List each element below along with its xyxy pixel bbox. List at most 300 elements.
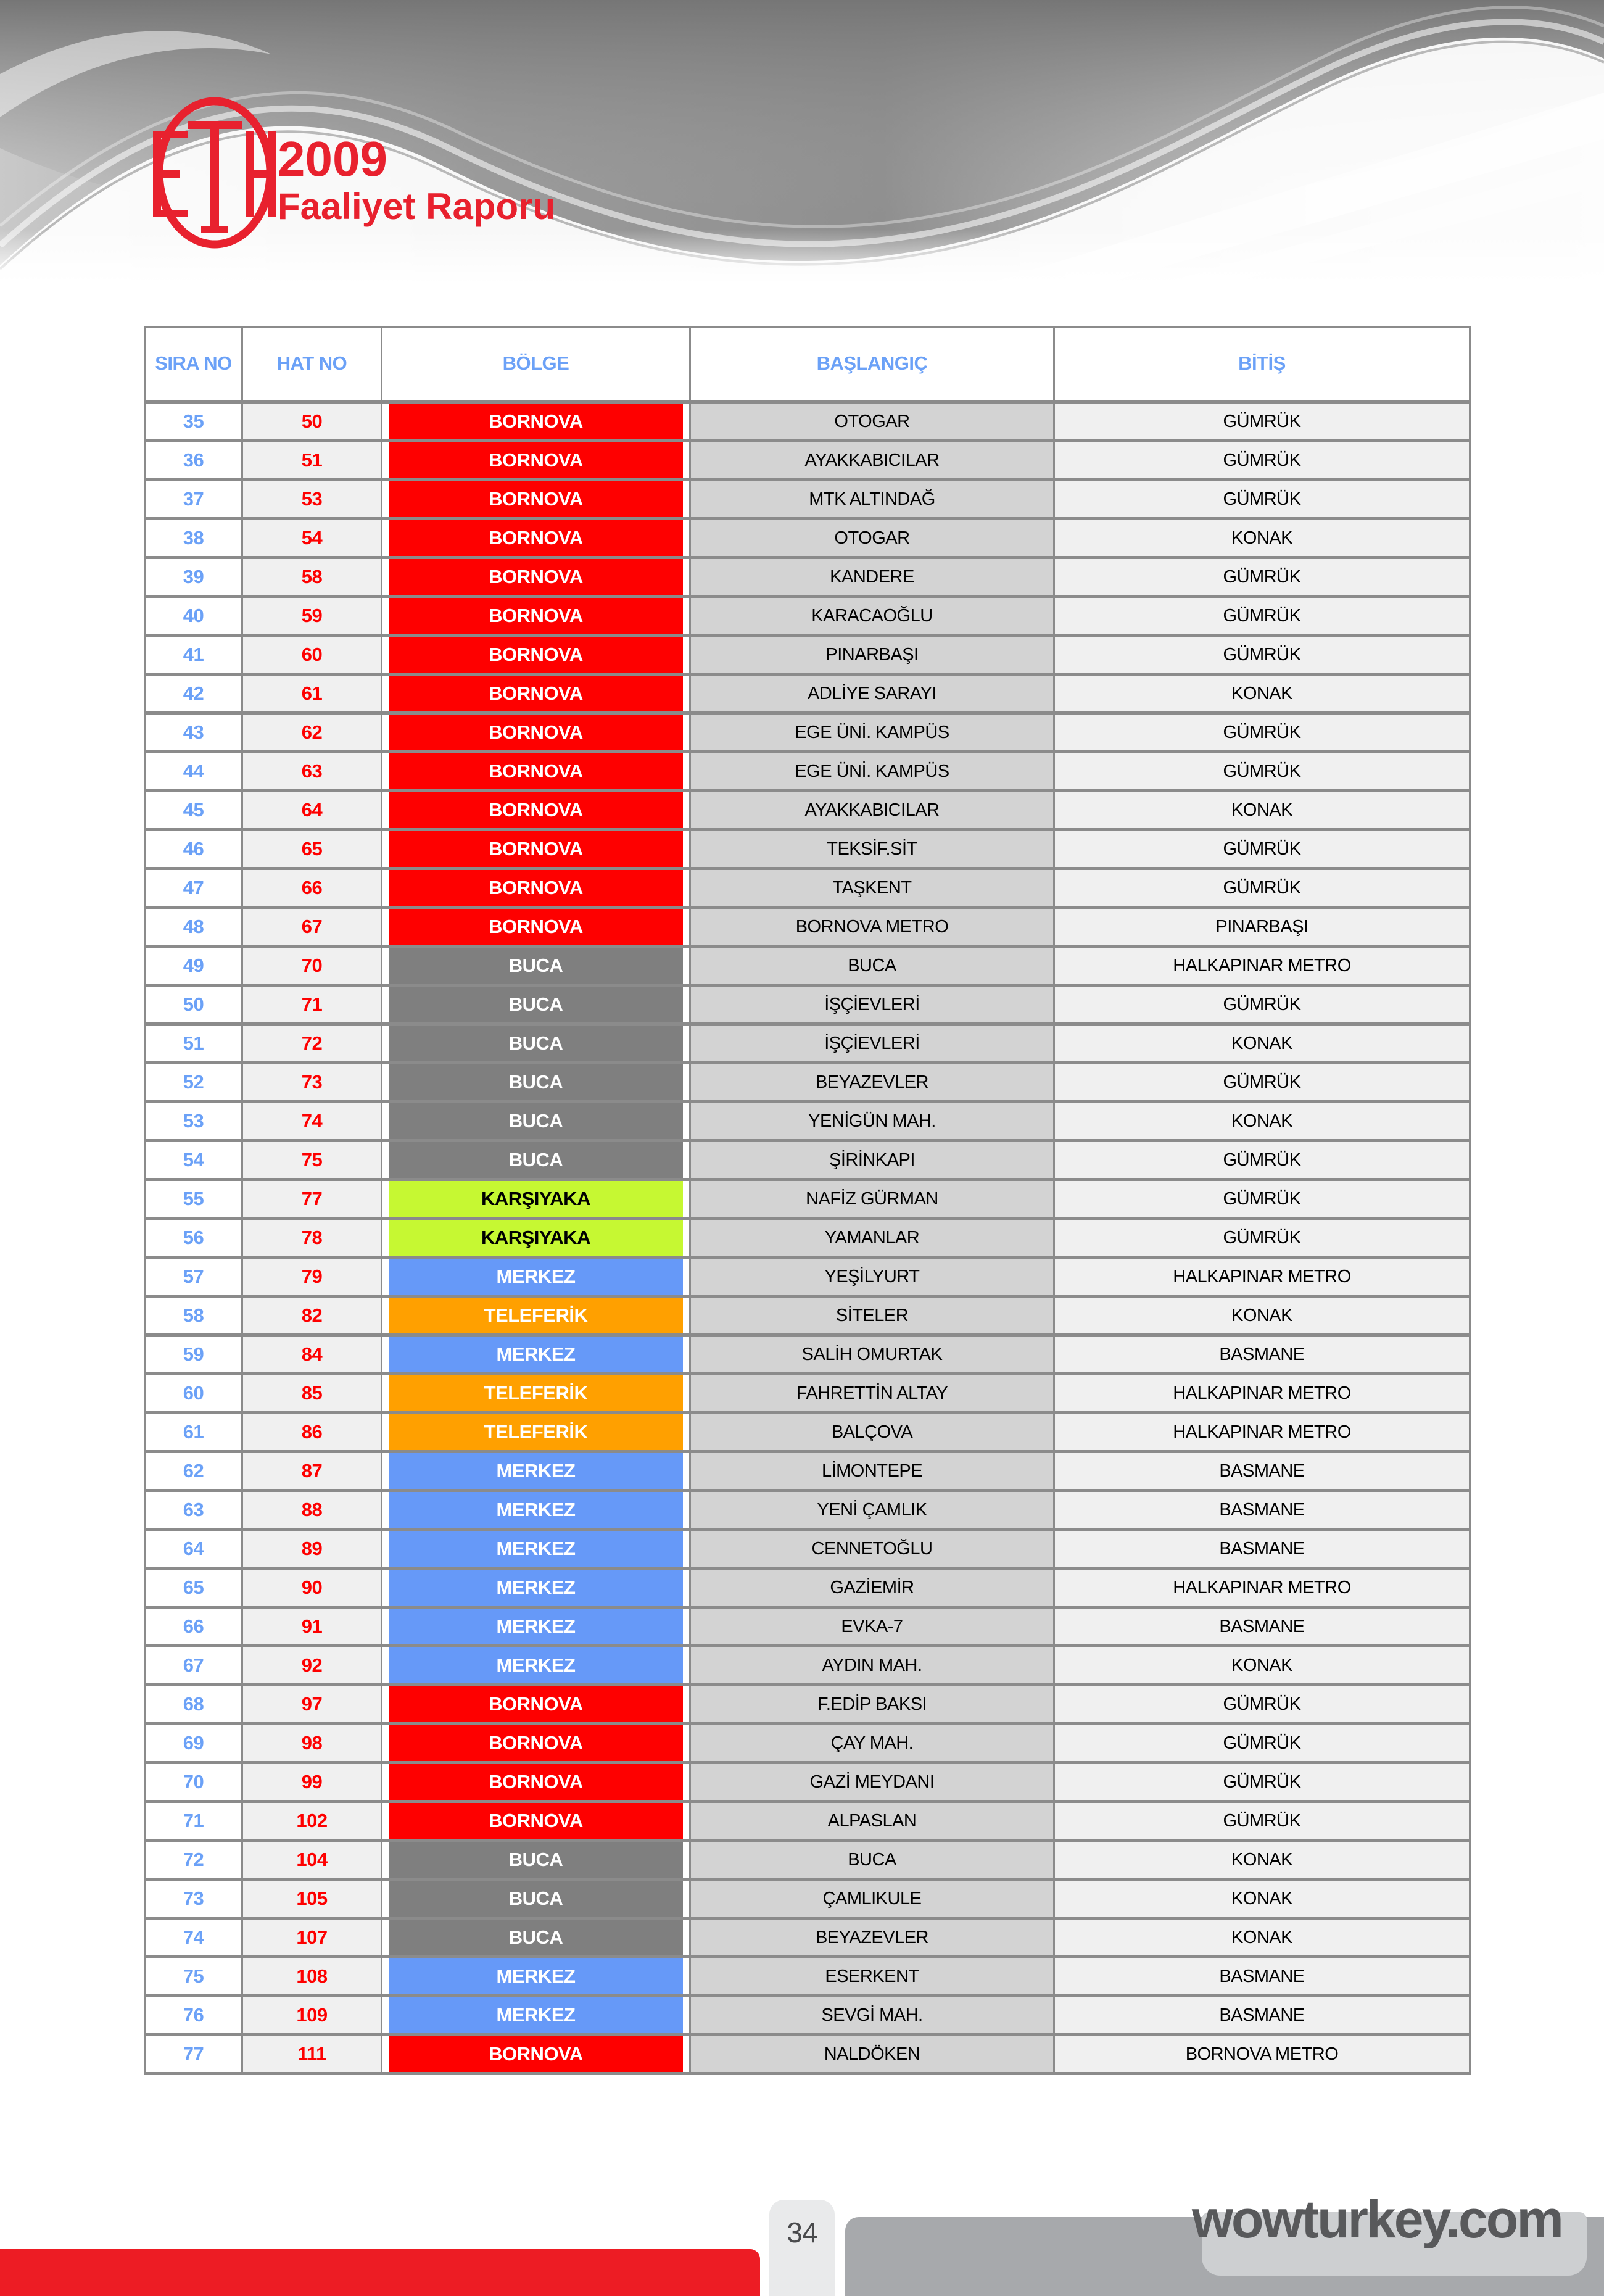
- sira-no-cell: 48: [145, 908, 242, 947]
- hat-no-cell: 72: [242, 1024, 382, 1063]
- bitis-cell: GÜMRÜK: [1054, 752, 1470, 791]
- sira-no-cell: 50: [145, 985, 242, 1024]
- bitis-cell: HALKAPINAR METRO: [1054, 1374, 1470, 1413]
- region-badge: BUCA: [389, 1064, 683, 1100]
- bitis-cell: KONAK: [1054, 1024, 1470, 1063]
- table-row: [145, 1957, 1470, 1996]
- sira-no-cell: 41: [145, 636, 242, 674]
- table-row: [145, 1413, 1470, 1452]
- bitis-cell: GÜMRÜK: [1054, 830, 1470, 869]
- table-row: [145, 1646, 1470, 1685]
- sira-no-cell: 62: [145, 1452, 242, 1491]
- bitis-cell: KONAK: [1054, 1102, 1470, 1141]
- region-badge: MERKEZ: [389, 1453, 683, 1489]
- table-row: [145, 1141, 1470, 1180]
- bitis-cell: BASMANE: [1054, 1491, 1470, 1530]
- bitis-cell: GÜMRÜK: [1054, 441, 1470, 480]
- hat-no-cell: 88: [242, 1491, 382, 1530]
- hat-no-cell: 63: [242, 752, 382, 791]
- bolge-cell: [382, 480, 690, 519]
- bitis-cell: GÜMRÜK: [1054, 1685, 1470, 1724]
- table-row: [145, 1996, 1470, 2035]
- table-row: [145, 1063, 1470, 1102]
- bitis-cell: GÜMRÜK: [1054, 480, 1470, 519]
- bitis-cell: HALKAPINAR METRO: [1054, 1258, 1470, 1296]
- sira-no-cell: 51: [145, 1024, 242, 1063]
- sira-no-cell: 42: [145, 674, 242, 713]
- baslangic-cell: ALPASLAN: [690, 1802, 1054, 1841]
- bolge-cell: [382, 1763, 690, 1802]
- sira-no-cell: 68: [145, 1685, 242, 1724]
- bitis-cell: GÜMRÜK: [1054, 1219, 1470, 1258]
- region-badge: BORNOVA: [389, 715, 683, 750]
- sira-no-cell: 40: [145, 597, 242, 636]
- region-badge: BUCA: [389, 1842, 683, 1878]
- bolge-cell: [382, 1996, 690, 2035]
- bolge-cell: [382, 791, 690, 830]
- baslangic-cell: YENİGÜN MAH.: [690, 1102, 1054, 1141]
- hat-no-cell: 60: [242, 636, 382, 674]
- baslangic-cell: SEVGİ MAH.: [690, 1996, 1054, 2035]
- baslangic-cell: ESERKENT: [690, 1957, 1054, 1996]
- bitis-cell: GÜMRÜK: [1054, 597, 1470, 636]
- region-badge: KARŞIYAKA: [389, 1181, 683, 1217]
- bolge-cell: [382, 1180, 690, 1219]
- table-row: [145, 752, 1470, 791]
- table-row: [145, 1724, 1470, 1763]
- bolge-cell: [382, 713, 690, 752]
- baslangic-cell: GAZİ MEYDANI: [690, 1763, 1054, 1802]
- bolge-cell: [382, 1024, 690, 1063]
- region-badge: BORNOVA: [389, 559, 683, 595]
- baslangic-cell: BORNOVA METRO: [690, 908, 1054, 947]
- bolge-cell: [382, 519, 690, 558]
- bolge-cell: [382, 947, 690, 985]
- table-row: [145, 1102, 1470, 1141]
- bolge-cell: [382, 2035, 690, 2074]
- sira-no-cell: 39: [145, 558, 242, 597]
- region-badge: BORNOVA: [389, 870, 683, 906]
- region-badge: BORNOVA: [389, 676, 683, 711]
- bolge-cell: [382, 1335, 690, 1374]
- sira-no-cell: 74: [145, 1918, 242, 1957]
- sira-no-cell: 70: [145, 1763, 242, 1802]
- region-badge: BORNOVA: [389, 1686, 683, 1722]
- sira-no-cell: 75: [145, 1957, 242, 1996]
- baslangic-cell: NALDÖKEN: [690, 2035, 1054, 2074]
- hat-no-cell: 62: [242, 713, 382, 752]
- region-badge: TELEFERİK: [389, 1414, 683, 1450]
- hat-no-cell: 58: [242, 558, 382, 597]
- bitis-cell: BASMANE: [1054, 1996, 1470, 2035]
- hat-no-cell: 86: [242, 1413, 382, 1452]
- sira-no-cell: 55: [145, 1180, 242, 1219]
- watermark-text: wowturkey.com: [1192, 2190, 1562, 2249]
- bolge-cell: [382, 402, 690, 441]
- page-number: 34: [787, 2216, 817, 2248]
- bolge-cell: [382, 597, 690, 636]
- baslangic-cell: SALİH OMURTAK: [690, 1335, 1054, 1374]
- bitis-cell: BASMANE: [1054, 1452, 1470, 1491]
- hat-no-cell: 51: [242, 441, 382, 480]
- hat-no-cell: 66: [242, 869, 382, 908]
- region-badge: BORNOVA: [389, 442, 683, 478]
- sira-no-cell: 35: [145, 402, 242, 441]
- sira-no-cell: 64: [145, 1530, 242, 1569]
- page-number-tab: [769, 2200, 835, 2296]
- bitis-cell: GÜMRÜK: [1054, 1724, 1470, 1763]
- table-row: [145, 1918, 1470, 1957]
- table-row: [145, 1685, 1470, 1724]
- table-row: [145, 1219, 1470, 1258]
- table-row: [145, 1879, 1470, 1918]
- region-badge: BUCA: [389, 948, 683, 984]
- bitis-cell: KONAK: [1054, 519, 1470, 558]
- sira-no-cell: 58: [145, 1296, 242, 1335]
- sira-no-cell: 56: [145, 1219, 242, 1258]
- baslangic-cell: LİMONTEPE: [690, 1452, 1054, 1491]
- bitis-cell: GÜMRÜK: [1054, 1763, 1470, 1802]
- baslangic-cell: EVKA-7: [690, 1607, 1054, 1646]
- baslangic-cell: NAFİZ GÜRMAN: [690, 1180, 1054, 1219]
- region-badge: BUCA: [389, 1920, 683, 1955]
- sira-no-cell: 54: [145, 1141, 242, 1180]
- table-header: [145, 327, 1470, 402]
- bolge-cell: [382, 1724, 690, 1763]
- bolge-cell: [382, 1258, 690, 1296]
- sira-no-cell: 77: [145, 2035, 242, 2074]
- sira-no-cell: 44: [145, 752, 242, 791]
- bitis-cell: KONAK: [1054, 791, 1470, 830]
- hat-no-cell: 90: [242, 1569, 382, 1607]
- bitis-cell: KONAK: [1054, 674, 1470, 713]
- bolge-cell: [382, 869, 690, 908]
- hat-no-cell: 87: [242, 1452, 382, 1491]
- table-row: [145, 480, 1470, 519]
- baslangic-cell: AYDIN MAH.: [690, 1646, 1054, 1685]
- baslangic-cell: FAHRETTİN ALTAY: [690, 1374, 1054, 1413]
- hat-no-cell: 105: [242, 1879, 382, 1918]
- baslangic-cell: EGE ÜNİ. KAMPÜS: [690, 713, 1054, 752]
- region-badge: TELEFERİK: [389, 1298, 683, 1333]
- header-wave-graphic: [0, 0, 1604, 284]
- hat-no-cell: 111: [242, 2035, 382, 2074]
- sira-no-cell: 60: [145, 1374, 242, 1413]
- sira-no-cell: 45: [145, 791, 242, 830]
- bitis-cell: GÜMRÜK: [1054, 1063, 1470, 1102]
- bitis-cell: PINARBAŞI: [1054, 908, 1470, 947]
- hat-no-cell: 59: [242, 597, 382, 636]
- bitis-cell: HALKAPINAR METRO: [1054, 1569, 1470, 1607]
- bolge-cell: [382, 1957, 690, 1996]
- region-badge: MERKEZ: [389, 1570, 683, 1606]
- bolge-cell: [382, 1530, 690, 1569]
- baslangic-cell: BUCA: [690, 1841, 1054, 1879]
- bolge-cell: [382, 985, 690, 1024]
- sira-no-cell: 38: [145, 519, 242, 558]
- table-row: [145, 830, 1470, 869]
- bolge-cell: [382, 1452, 690, 1491]
- bolge-cell: [382, 908, 690, 947]
- region-badge: BORNOVA: [389, 753, 683, 789]
- table-row: [145, 1335, 1470, 1374]
- sira-no-cell: 46: [145, 830, 242, 869]
- baslangic-cell: BEYAZEVLER: [690, 1063, 1054, 1102]
- baslangic-cell: YAMANLAR: [690, 1219, 1054, 1258]
- table-row: [145, 402, 1470, 441]
- table-body: [145, 402, 1470, 2074]
- hat-no-cell: 79: [242, 1258, 382, 1296]
- baslangic-cell: BALÇOVA: [690, 1413, 1054, 1452]
- sira-no-cell: 61: [145, 1413, 242, 1452]
- bitis-cell: GÜMRÜK: [1054, 558, 1470, 597]
- hat-no-cell: 65: [242, 830, 382, 869]
- bitis-cell: GÜMRÜK: [1054, 636, 1470, 674]
- sira-no-cell: 72: [145, 1841, 242, 1879]
- region-badge: BORNOVA: [389, 598, 683, 634]
- bitis-cell: KONAK: [1054, 1841, 1470, 1879]
- baslangic-cell: OTOGAR: [690, 402, 1054, 441]
- bolge-cell: [382, 1841, 690, 1879]
- region-badge: MERKEZ: [389, 1958, 683, 1994]
- region-badge: BORNOVA: [389, 1803, 683, 1839]
- bolge-cell: [382, 674, 690, 713]
- bitis-cell: KONAK: [1054, 1646, 1470, 1685]
- bus-routes-table: [144, 326, 1471, 2075]
- baslangic-cell: YENİ ÇAMLIK: [690, 1491, 1054, 1530]
- sira-no-cell: 52: [145, 1063, 242, 1102]
- hat-no-cell: 50: [242, 402, 382, 441]
- baslangic-cell: YEŞİLYURT: [690, 1258, 1054, 1296]
- sira-no-cell: 53: [145, 1102, 242, 1141]
- table-row: [145, 1374, 1470, 1413]
- hat-no-cell: 91: [242, 1607, 382, 1646]
- sira-no-cell: 66: [145, 1607, 242, 1646]
- region-badge: MERKEZ: [389, 1531, 683, 1567]
- hat-no-cell: 89: [242, 1530, 382, 1569]
- sira-no-cell: 36: [145, 441, 242, 480]
- hat-no-cell: 104: [242, 1841, 382, 1879]
- baslangic-cell: ÇAY MAH.: [690, 1724, 1054, 1763]
- baslangic-cell: ÇAMLIKULE: [690, 1879, 1054, 1918]
- region-badge: KARŞIYAKA: [389, 1220, 683, 1256]
- region-badge: BORNOVA: [389, 2036, 683, 2072]
- region-badge: MERKEZ: [389, 1337, 683, 1372]
- table-row: [145, 869, 1470, 908]
- bitis-cell: BASMANE: [1054, 1957, 1470, 1996]
- bolge-cell: [382, 830, 690, 869]
- sira-no-cell: 69: [145, 1724, 242, 1763]
- baslangic-cell: PINARBAŞI: [690, 636, 1054, 674]
- region-badge: MERKEZ: [389, 1997, 683, 2033]
- bitis-cell: KONAK: [1054, 1296, 1470, 1335]
- bolge-cell: [382, 1374, 690, 1413]
- region-badge: BORNOVA: [389, 1764, 683, 1800]
- baslangic-cell: SİTELER: [690, 1296, 1054, 1335]
- hat-no-cell: 84: [242, 1335, 382, 1374]
- bolge-cell: [382, 1607, 690, 1646]
- bitis-cell: BASMANE: [1054, 1335, 1470, 1374]
- bolge-cell: [382, 1569, 690, 1607]
- hat-no-cell: 97: [242, 1685, 382, 1724]
- table-row: [145, 1763, 1470, 1802]
- hat-no-cell: 64: [242, 791, 382, 830]
- hat-no-cell: 99: [242, 1763, 382, 1802]
- region-badge: BORNOVA: [389, 792, 683, 828]
- hat-no-cell: 61: [242, 674, 382, 713]
- bolge-cell: [382, 1918, 690, 1957]
- region-badge: BORNOVA: [389, 909, 683, 945]
- table-row: [145, 1180, 1470, 1219]
- region-badge: BORNOVA: [389, 404, 683, 440]
- hat-no-cell: 74: [242, 1102, 382, 1141]
- hat-no-cell: 73: [242, 1063, 382, 1102]
- hat-no-cell: 92: [242, 1646, 382, 1685]
- baslangic-cell: OTOGAR: [690, 519, 1054, 558]
- sira-no-cell: 67: [145, 1646, 242, 1685]
- region-badge: BORNOVA: [389, 520, 683, 556]
- hat-no-cell: 54: [242, 519, 382, 558]
- bolge-cell: [382, 1063, 690, 1102]
- bitis-cell: BASMANE: [1054, 1607, 1470, 1646]
- region-badge: MERKEZ: [389, 1609, 683, 1644]
- region-badge: BUCA: [389, 1103, 683, 1139]
- hat-no-cell: 75: [242, 1141, 382, 1180]
- baslangic-cell: ŞİRİNKAPI: [690, 1141, 1054, 1180]
- bitis-cell: KONAK: [1054, 1918, 1470, 1957]
- table-row: [145, 1258, 1470, 1296]
- table-row: [145, 908, 1470, 947]
- region-badge: BUCA: [389, 1881, 683, 1917]
- bitis-cell: HALKAPINAR METRO: [1054, 947, 1470, 985]
- table-row: [145, 947, 1470, 985]
- hat-no-cell: 85: [242, 1374, 382, 1413]
- region-badge: TELEFERİK: [389, 1375, 683, 1411]
- hat-no-cell: 98: [242, 1724, 382, 1763]
- hat-no-cell: 102: [242, 1802, 382, 1841]
- hat-no-cell: 108: [242, 1957, 382, 1996]
- region-badge: BORNOVA: [389, 1725, 683, 1761]
- table-row: [145, 1491, 1470, 1530]
- table-row: [145, 1841, 1470, 1879]
- bolge-cell: [382, 1413, 690, 1452]
- column-header-baslangic: BAŞLANGIÇ: [690, 327, 1054, 402]
- bolge-cell: [382, 1879, 690, 1918]
- baslangic-cell: İŞÇİEVLERİ: [690, 1024, 1054, 1063]
- sira-no-cell: 43: [145, 713, 242, 752]
- baslangic-cell: KARACAOĞLU: [690, 597, 1054, 636]
- baslangic-cell: BEYAZEVLER: [690, 1918, 1054, 1957]
- bolge-cell: [382, 1219, 690, 1258]
- hat-no-cell: 71: [242, 985, 382, 1024]
- sira-no-cell: 49: [145, 947, 242, 985]
- table-row: [145, 1296, 1470, 1335]
- table-row: [145, 674, 1470, 713]
- table-row: [145, 441, 1470, 480]
- bitis-cell: HALKAPINAR METRO: [1054, 1413, 1470, 1452]
- sira-no-cell: 76: [145, 1996, 242, 2035]
- bolge-cell: [382, 1141, 690, 1180]
- bitis-cell: GÜMRÜK: [1054, 1141, 1470, 1180]
- bitis-cell: BASMANE: [1054, 1530, 1470, 1569]
- region-badge: BORNOVA: [389, 481, 683, 517]
- hat-no-cell: 67: [242, 908, 382, 947]
- column-header-bolge: BÖLGE: [382, 327, 690, 402]
- bitis-cell: GÜMRÜK: [1054, 985, 1470, 1024]
- sira-no-cell: 65: [145, 1569, 242, 1607]
- table-row: [145, 791, 1470, 830]
- logo-title-text: Faaliyet Raporu: [278, 186, 556, 227]
- table-row: [145, 1024, 1470, 1063]
- sira-no-cell: 73: [145, 1879, 242, 1918]
- column-header-sira-no: SIRA NO: [145, 327, 242, 402]
- bitis-cell: GÜMRÜK: [1054, 1180, 1470, 1219]
- bitis-cell: KONAK: [1054, 1879, 1470, 1918]
- hat-no-cell: 77: [242, 1180, 382, 1219]
- baslangic-cell: BUCA: [690, 947, 1054, 985]
- baslangic-cell: AYAKKABICILAR: [690, 791, 1054, 830]
- baslangic-cell: TEKSİF.SİT: [690, 830, 1054, 869]
- bolge-cell: [382, 441, 690, 480]
- region-badge: BORNOVA: [389, 831, 683, 867]
- sira-no-cell: 59: [145, 1335, 242, 1374]
- table-row: [145, 1452, 1470, 1491]
- bitis-cell: BORNOVA METRO: [1054, 2035, 1470, 2074]
- table-row: [145, 713, 1470, 752]
- table-row: [145, 636, 1470, 674]
- bolge-cell: [382, 1685, 690, 1724]
- baslangic-cell: TAŞKENT: [690, 869, 1054, 908]
- logo-year-text: 2009: [278, 131, 387, 186]
- hat-no-cell: 82: [242, 1296, 382, 1335]
- table-row: [145, 597, 1470, 636]
- baslangic-cell: ADLİYE SARAYI: [690, 674, 1054, 713]
- table-row: [145, 985, 1470, 1024]
- hat-no-cell: 109: [242, 1996, 382, 2035]
- hat-no-cell: 53: [242, 480, 382, 519]
- region-badge: BUCA: [389, 1142, 683, 1178]
- column-header-hat-no: HAT NO: [242, 327, 382, 402]
- hat-no-cell: 70: [242, 947, 382, 985]
- baslangic-cell: KANDERE: [690, 558, 1054, 597]
- region-badge: MERKEZ: [389, 1492, 683, 1528]
- sira-no-cell: 63: [145, 1491, 242, 1530]
- baslangic-cell: F.EDİP BAKSI: [690, 1685, 1054, 1724]
- table-row: [145, 558, 1470, 597]
- bolge-cell: [382, 1296, 690, 1335]
- baslangic-cell: EGE ÜNİ. KAMPÜS: [690, 752, 1054, 791]
- bolge-cell: [382, 1491, 690, 1530]
- baslangic-cell: MTK ALTINDAĞ: [690, 480, 1054, 519]
- footer-red-bar: [0, 2249, 760, 2296]
- baslangic-cell: AYAKKABICILAR: [690, 441, 1054, 480]
- bitis-cell: GÜMRÜK: [1054, 869, 1470, 908]
- region-badge: BUCA: [389, 987, 683, 1022]
- baslangic-cell: CENNETOĞLU: [690, 1530, 1054, 1569]
- bolge-cell: [382, 1646, 690, 1685]
- bolge-cell: [382, 1802, 690, 1841]
- bitis-cell: GÜMRÜK: [1054, 402, 1470, 441]
- sira-no-cell: 37: [145, 480, 242, 519]
- hat-no-cell: 107: [242, 1918, 382, 1957]
- bolge-cell: [382, 636, 690, 674]
- table-row: [145, 1607, 1470, 1646]
- table-row: [145, 519, 1470, 558]
- bolge-cell: [382, 752, 690, 791]
- table-row: [145, 2035, 1470, 2074]
- bolge-cell: [382, 558, 690, 597]
- bitis-cell: GÜMRÜK: [1054, 713, 1470, 752]
